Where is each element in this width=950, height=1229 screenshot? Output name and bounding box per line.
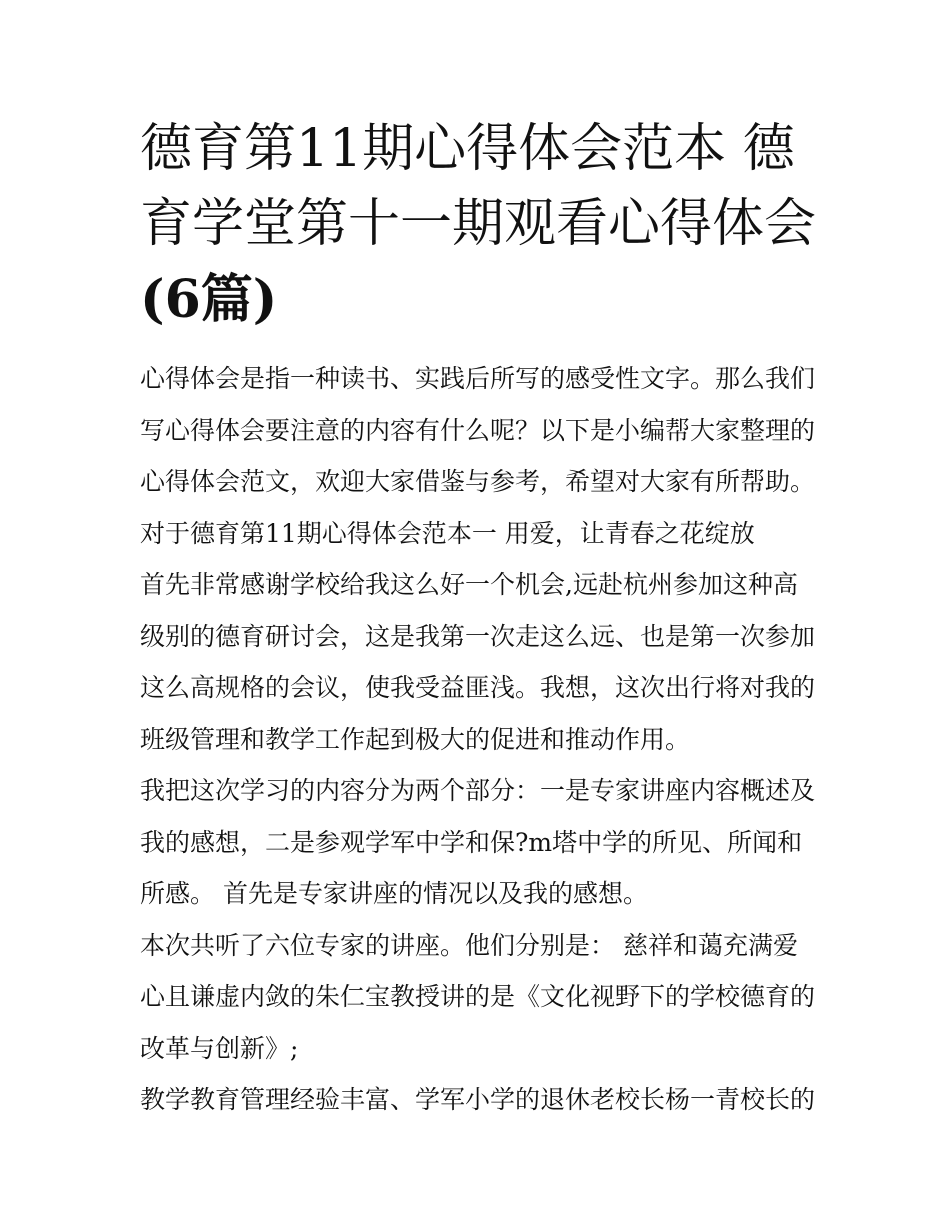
body-line: 改革与创新》;: [140, 1033, 299, 1063]
body-line: 级别的德育研讨会，这是我第一次走这么远、也是第一次参加: [140, 621, 816, 651]
body-line: 班级管理和教学工作起到极大的促进和推动作用。: [140, 724, 691, 754]
body-line: 本次共听了六位专家的讲座。他们分别是： 慈祥和蔼充满爱: [140, 930, 798, 960]
document-title: [140, 112, 820, 337]
body-line: 我把这次学习的内容分为两个部分：一是专家讲座内容概述及: [140, 776, 816, 805]
title-line-1: 德育第11期心得体会范本 德: [140, 119, 795, 179]
body-line: 这么高规格的会议，使我受益匪浅。我想，这次出行将对我的: [140, 673, 816, 702]
body-line: 心得体会是指一种读书、实践后所写的感受性文字。那么我们: [140, 364, 816, 393]
document-body: [140, 353, 830, 1126]
body-line: 首先非常感谢学校给我这么好一个机会,远赴杭州参加这种高: [140, 570, 798, 599]
body-line: 我的感想，二是参观学军中学和保?m塔中学的所见、所闻和: [140, 827, 803, 857]
title-line-3: (6篇): [140, 269, 278, 330]
body-line: 写心得体会要注意的内容有什么呢？以下是小编帮大家整理的: [140, 415, 816, 445]
body-line: 教学教育管理经验丰富、学军小学的退休老校长杨一青校长的: [140, 1085, 816, 1114]
title-line-2: 育学堂第十一期观看心得体会: [140, 194, 817, 254]
body-line: 心且谦虚内敛的朱仁宝教授讲的是《文化视野下的学校德育的: [140, 982, 816, 1011]
body-line: 心得体会范文，欢迎大家借鉴与参考，希望对大家有所帮助。: [140, 467, 816, 496]
body-line: 所感。 首先是专家讲座的情况以及我的感想。: [140, 879, 648, 908]
section-heading: 对于德育第11期心得体会范本一 用爱，让青春之花绽放: [140, 518, 755, 548]
